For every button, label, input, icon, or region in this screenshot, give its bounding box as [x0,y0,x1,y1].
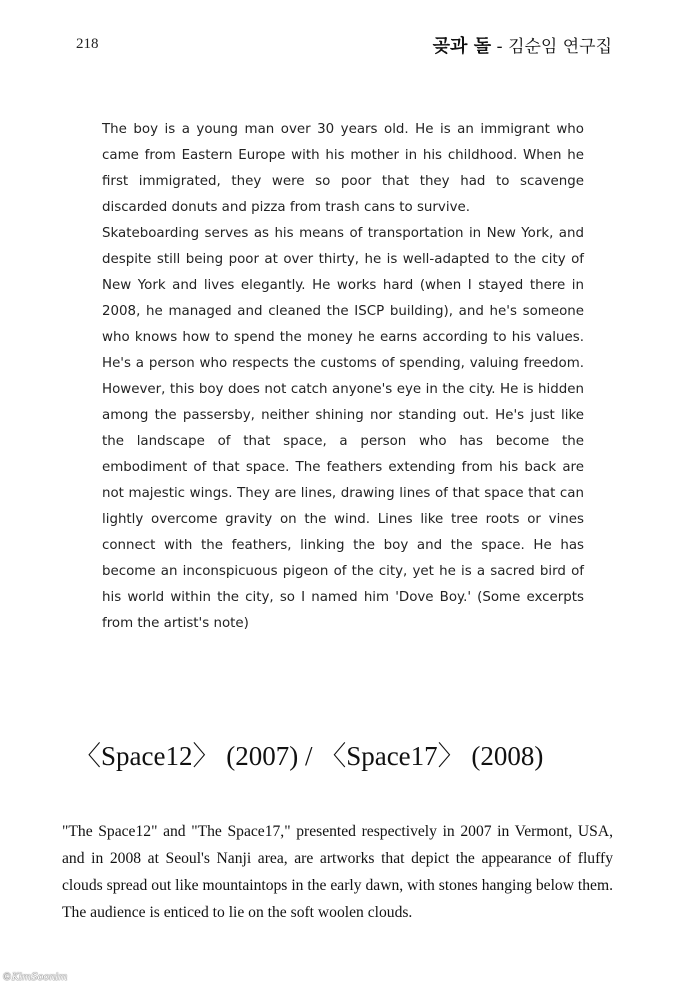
quote-paragraph: Skateboarding serves as his means of transportation in New York, and despite still being poor at over thirty, he is well-adapted to the city of New York and lives elegantly. He works hard (when I stayed there in 2008, he managed and cleaned the ISCP building), and he's someone who knows how to spend the money he earns according to his values. He's a person who respects the customs of spending, valuing freedom. However, this boy does not catch anyone's eye in the city. He is hidden among the passersby, neither shining nor standing out. He's just like the landscape of that space, a person who has become the embodiment of that space. The feathers extending from his back are not majestic wings. They are lines, drawing lines of that space that can lightly overcome gravity on the wind. Lines like tree roots or vines connect with the feathers, linking the boy and the space. He has become an inconspicuous pigeon of the city, yet he is a sacred bird of his world within the city, so I named him 'Dove Boy.' (Some excerpts from the artist's note) [102,226,584,631]
collection-subtitle: 김순임 연구집 [508,37,612,57]
header-separator: - [491,37,509,57]
artist-note-quote [102,117,584,637]
running-header [433,32,612,58]
book-title: 곶과 돌 [432,36,492,57]
quote-paragraph: The boy is a young man over 30 years old. He is an immigrant who came from Eastern Europe with his mother in his childhood. When he first immigrated, they were so poor that they had to scavenge discarded donuts and pizza from trash cans to survive. [102,122,584,215]
page-number: 218 [76,36,99,52]
section-heading: 〈Space12〉 (2007) / 〈Space17〉 (2008) [74,741,544,771]
section-body-paragraph: "The Space12" and "The Space17," presented respectively in 2007 in Vermont, USA, and in 2008 at Seoul's Nanji area, are artworks that depict the appearance of fluffy clouds spread out like mountaintops in the early dawn, with stones hanging below them. The audience is enticed to lie on the soft woolen clouds. [62,823,613,921]
copyright-watermark: ©KimSoonim [2,972,68,983]
